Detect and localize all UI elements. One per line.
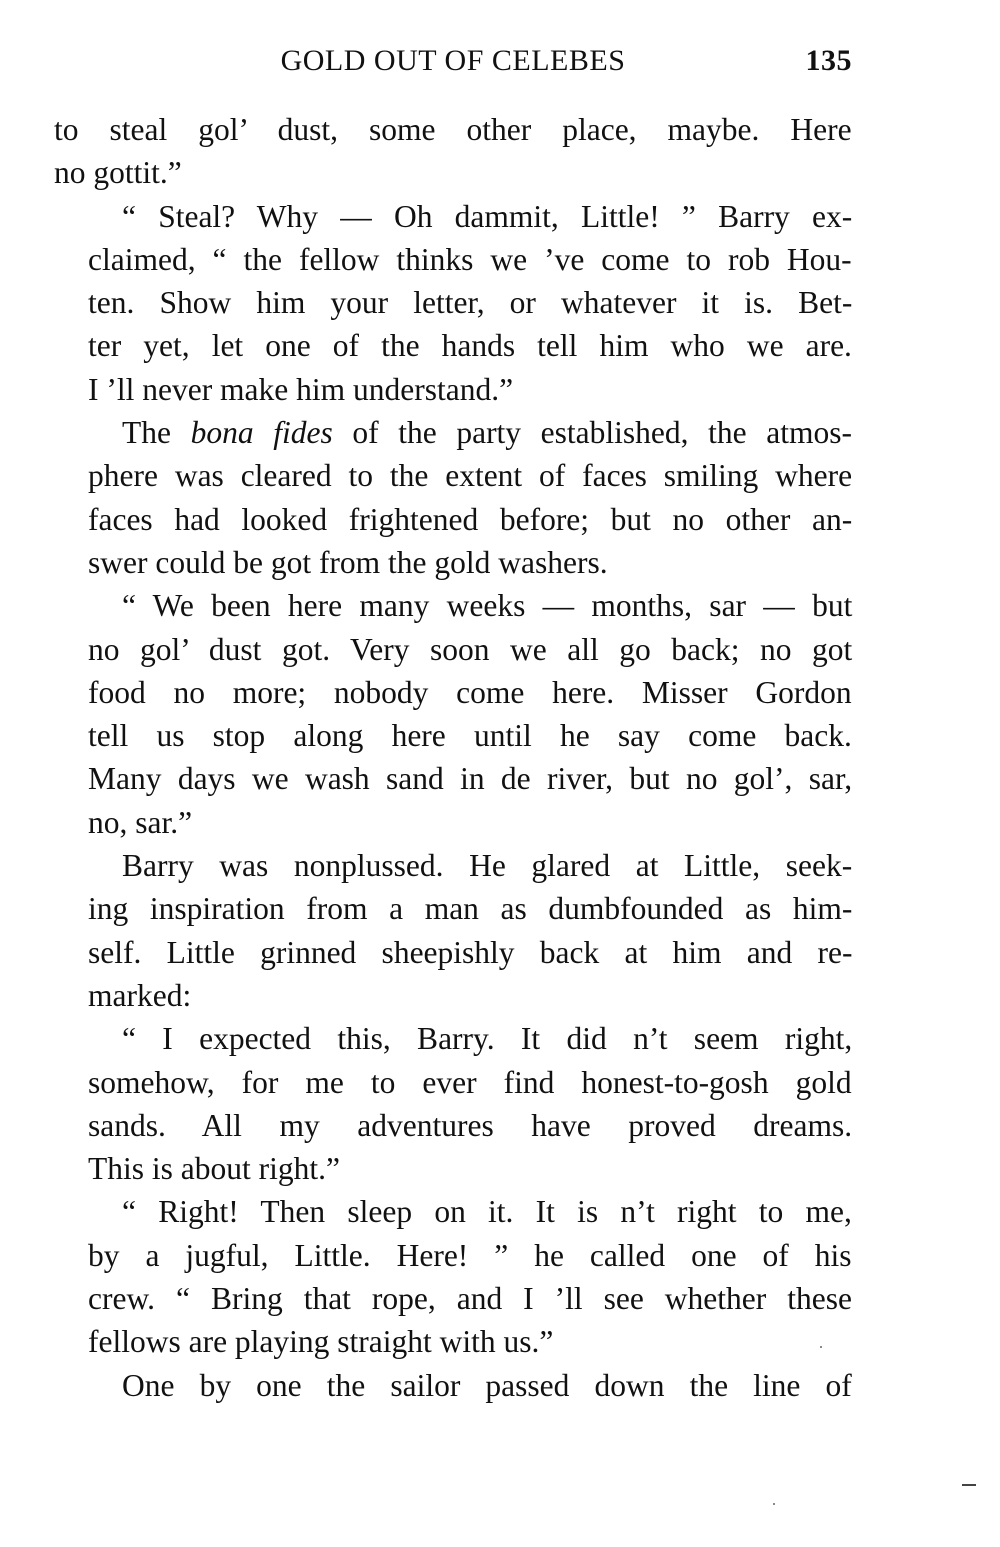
text-line: “ We been here many weeks — months, sar — but [122,588,853,624]
text-line: sands. All my adventures have proved dreams. [88,1107,853,1143]
text-line: “ I expected this, Barry. It did n’t seem right, [122,1021,853,1057]
text-line: fellows are playing straight with us.” [88,1324,554,1360]
text-line: self. Little grinned sheepishly back at him and re- [88,934,853,970]
text-line: faces had looked frightened before; but no other an- [88,501,853,537]
paragraph [54,584,852,844]
text-line: This is about right.” [88,1151,340,1187]
text-line: crew. “ Bring that rope, and I ’ll see whether these [88,1281,852,1317]
text-line: no gol’ dust got. Very soon we all go back; no got [88,631,853,667]
body-text [54,108,852,1407]
text-line: The bona fides of the party established, the atmos- [122,415,852,451]
text-line: ten. Show him your letter, or whatever it is. Bet- [88,285,853,321]
text-line: phere was cleared to the extent of faces smiling where [88,458,853,494]
text-line: tell us stop along here until he say come back. [88,718,852,754]
text-line: to steal gol’ dust, some other place, maybe. Here [54,112,852,147]
text-line: One by one the sailor passed down the line of [122,1367,852,1403]
text-line: claimed, “ the fellow thinks we ’ve come to rob Hou- [88,241,852,277]
text-line: by a jugful, Little. Here! ” he called one of his [88,1237,852,1273]
edge-mark [962,1484,976,1486]
running-head [54,40,852,90]
text-line: “ Right! Then sleep on it. It is n’t right to me, [122,1194,852,1230]
text-line: Many days we wash sand in de river, but no gol’, sar, [88,761,853,797]
text-line: Barry was nonplussed. He glared at Little, seek- [122,848,853,884]
ink-speck [773,1503,775,1505]
text-line: somehow, for me to ever find honest-to-gosh gold [88,1064,852,1100]
text-line: ing inspiration from a man as dumbfounded as him- [88,891,853,927]
text-line: “ Steal? Why — Oh dammit, Little! ” Barry ex- [122,198,853,234]
paragraph [54,1190,852,1363]
paragraph [54,195,852,411]
text-line: ter yet, let one of the hands tell him who we are. [88,328,852,364]
paragraph [54,1364,852,1407]
text-line: no gottit.” [54,155,182,191]
text-line: swer could be got from the gold washers. [88,544,608,580]
text-line: I ’ll never make him understand.” [88,371,514,407]
paragraph [54,108,852,195]
paragraph [54,844,852,1017]
page-number: 135 [805,44,852,77]
text-line: marked: [88,977,192,1013]
text-line: food no more; nobody come here. Misser Gordon [88,674,852,710]
running-title: GOLD OUT OF CELEBES [280,44,626,77]
ink-speck [820,1346,822,1348]
paragraph [54,411,852,584]
book-page [54,40,852,1407]
text-line: no, sar.” [88,804,193,840]
paragraph [54,1017,852,1190]
